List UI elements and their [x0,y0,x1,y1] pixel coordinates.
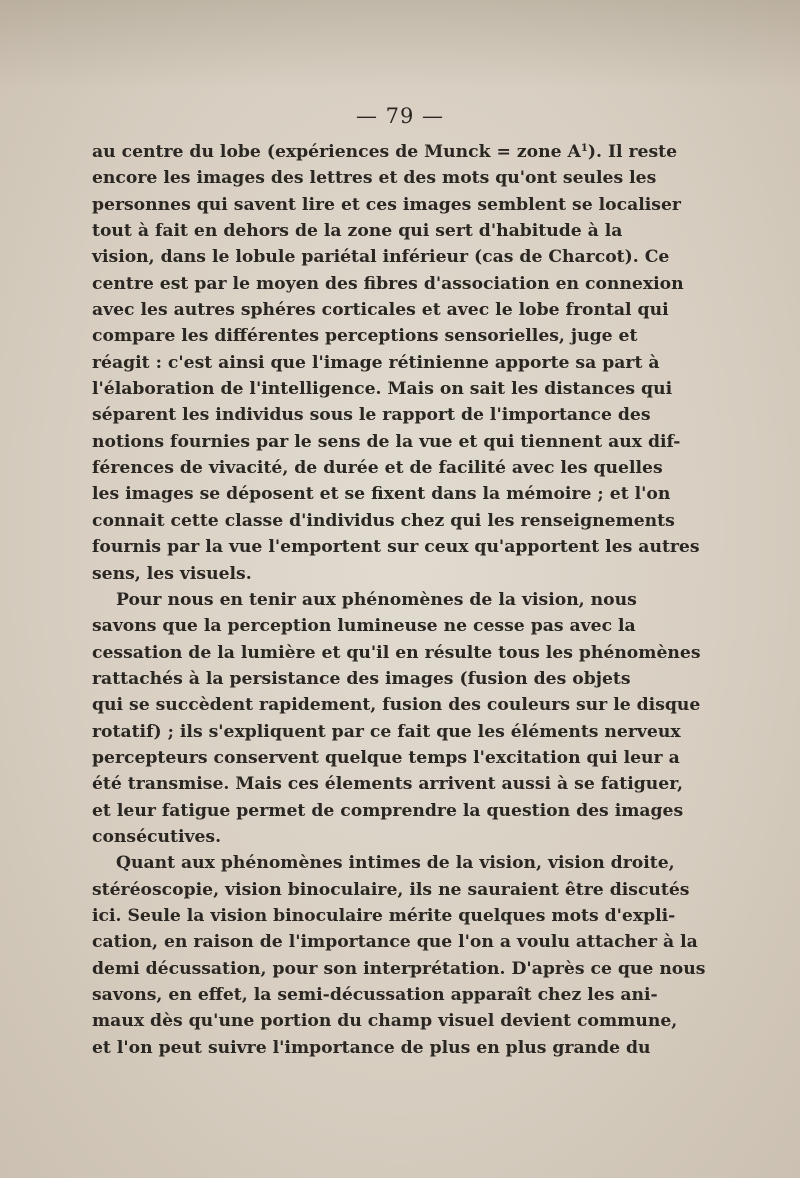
text-line-content: rattachés à la persistance des images (fusion des objets [92,668,631,689]
text-line-content: fournis par la vue l'emportent sur ceux qu'apportent les autres [92,537,700,558]
text-line-content: consécutives. [92,826,222,847]
text-line [92,192,681,218]
text-line-continuation: ). Il reste [587,142,678,162]
text-line [92,1035,651,1061]
text-line [92,798,684,824]
text-line [92,376,673,402]
text-line [92,745,680,771]
text-line-content: stéréoscopie, vision binoculaire, ils ne sauraient être discutés [92,879,690,900]
text-line [92,956,706,982]
text-line-content: férences de vivacité, de durée et de facilité avec les quelles [92,458,663,479]
text-line-content: réagit : c'est ainsi que l'image rétinienne apporte sa part à [92,352,660,373]
footnote-marker: 1 [580,143,588,154]
text-line [92,350,660,376]
text-line [92,297,669,323]
text-line-content: et l'on peut suivre l'importance de plus en plus grande du [92,1037,651,1058]
body-text [92,139,706,1061]
text-line [92,455,663,481]
text-line [92,719,681,745]
text-line [92,640,701,666]
text-line [92,402,651,428]
text-line [92,850,675,876]
text-line-content: ici. Seule la vision binoculaire mérite quelques mots d'expli- [92,905,676,926]
text-line [92,218,623,244]
text-line-content: connait cette classe d'individus chez qui les renseignements [92,510,675,531]
text-line [92,613,636,639]
text-line-content: séparent les individus sous le rapport de l'importance des [92,405,651,426]
text-line-content: vision, dans le lobule pariétal inférieur (cas de Charcot). Ce [92,247,670,268]
text-line [92,139,678,165]
page-top-shadow [0,0,800,90]
text-line-content: encore les images des lettres et des mots qu'ont seules les [92,168,657,189]
text-line-content: sens, les visuels. [92,563,252,584]
page-number: — 79 — [355,104,445,128]
text-line-content: savons, en effet, la semi-décussation apparaît chez les ani- [92,985,658,1005]
text-line [92,982,658,1008]
text-line-content: percepteurs conservent quelque temps l'excitation qui leur a [92,747,680,768]
text-line [92,534,700,560]
text-line [92,561,614,587]
text-line-content: qui se succèdent rapidement, fusion des couleurs sur le disque [92,695,701,716]
text-line-content: l'élaboration de l'intelligence. Mais on sait les distances qui [92,379,673,400]
text-line-content: Pour nous en tenir aux phénomènes de la vision, nous [116,589,637,610]
text-line [92,877,690,903]
text-line [92,244,670,270]
text-line [92,692,701,718]
text-line-content: centre est par le moyen des fibres d'association en connexion [92,273,684,294]
text-line [92,666,631,692]
text-line-content: les images se déposent et se fixent dans la mémoire ; et l'on [92,484,671,505]
text-line-content: savons que la perception lumineuse ne cesse pas avec la [92,616,636,637]
text-line-content: demi décussation, pour son interprétation. D'après ce que nous [92,958,706,979]
text-line-content: avec les autres sphéres corticales et avec le lobe frontal qui [92,300,669,321]
text-line-content: personnes qui savent lire et ces images semblent se localiser [92,194,681,215]
text-line-content: maux dès qu'une portion du champ visuel devient commune, [92,1011,678,1032]
text-line [92,271,684,297]
text-line-content: au centre du lobe (expériences de Munck = zone A [92,142,581,162]
text-line-content: et leur fatigue permet de comprendre la question des images [92,800,684,821]
text-line [92,165,657,191]
text-line [92,1008,678,1034]
text-line [92,903,676,929]
text-line-content: cation, en raison de l'importance que l'on a voulu attacher à la [92,932,698,953]
text-line-content: compare les différentes perceptions sensorielles, juge et [92,326,638,347]
text-line [92,771,683,797]
text-line-content: rotatif) ; ils s'expliquent par ce fait que les éléments nerveux [92,721,681,742]
text-line [92,323,638,349]
text-line [92,824,614,850]
text-line [92,429,681,455]
text-line-content: notions fournies par le sens de la vue et qui tiennent aux dif- [92,431,681,452]
text-line [92,508,675,534]
text-line [92,929,698,955]
text-line-content: cessation de la lumière et qu'il en résulte tous les phénomènes [92,642,701,663]
text-line [92,587,637,613]
text-line-content: Quant aux phénomènes intimes de la vision, vision droite, [116,853,675,874]
text-line-content: tout à fait en dehors de la zone qui sert d'habitude à la [92,221,623,242]
text-line [92,481,671,507]
text-line-content: été transmise. Mais ces élements arrivent aussi à se fatiguer, [92,774,683,795]
